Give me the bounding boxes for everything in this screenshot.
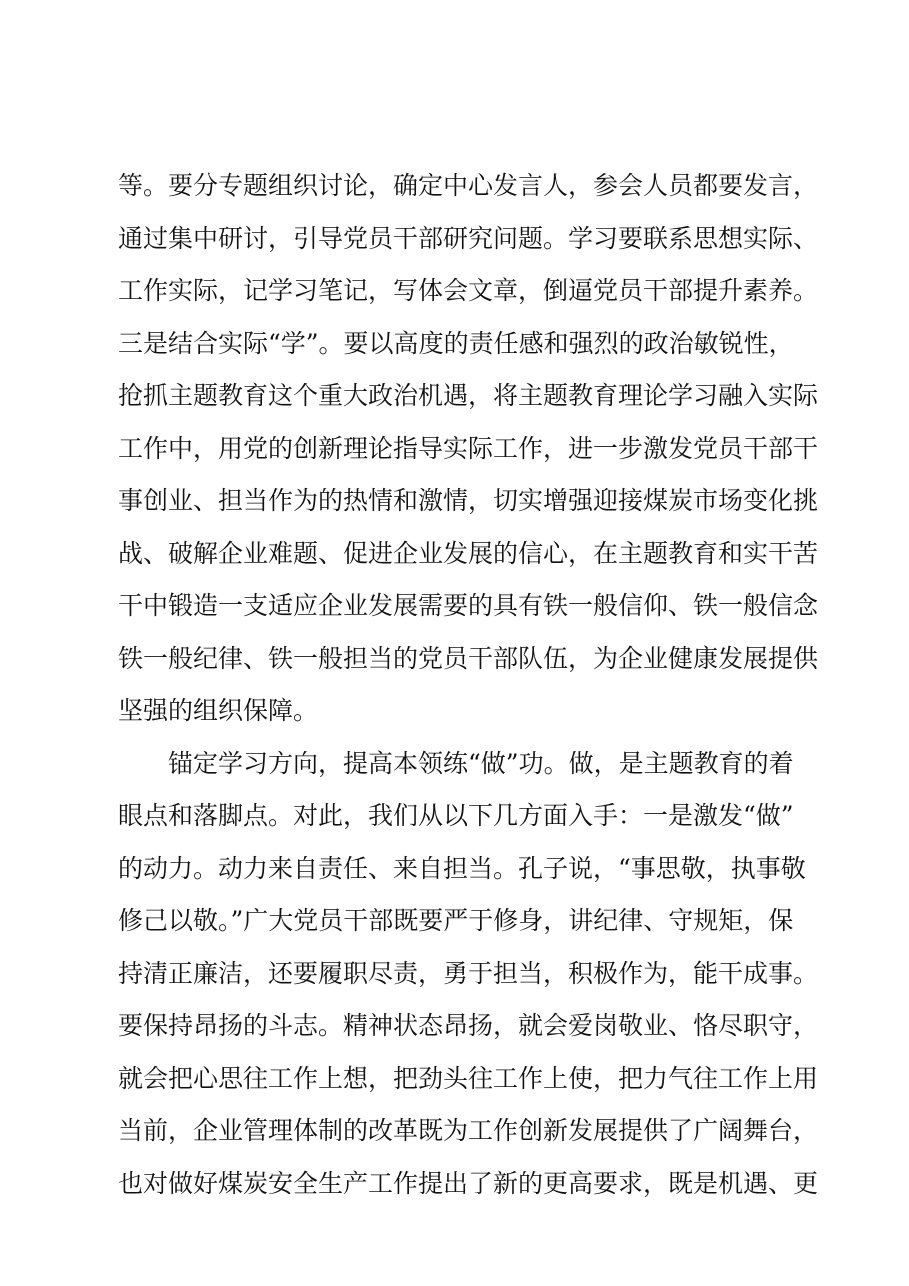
text-line: 当前，企业管理体制的改革既为工作创新发展提供了广阔舞台， [118, 1116, 819, 1145]
text-line: 战、破解企业难题、促进企业发展的信心，在主题教育和实干苦 [118, 538, 819, 568]
paragraph-start-line: 锚定学习方向，提高本领练“做”功。做，是主题教育的着 [168, 748, 794, 778]
text-line: 的动力。动力来自责任、来自担当。孔子说，“事思敬，执事敬 [118, 853, 806, 883]
text-line: 持清正廉洁，还要履职尽责，勇于担当，积极作为，能干成事。 [118, 958, 819, 988]
text-line: 要保持昂扬的斗志。精神状态昂扬，就会爱岗敬业、恪尽职守， [118, 1011, 819, 1040]
text-line: 修己以敬。”广大党员干部既要严于修身，讲纪律、守规矩，保 [118, 906, 794, 935]
text-line: 工作实际，记学习笔记，写体会文章，倒逼党员干部提升素养。 [118, 276, 819, 305]
text-line: 坚强的组织保障。 [118, 696, 319, 725]
text-line: 等。要分专题组织讨论，确定中心发言人，参会人员都要发言， [118, 171, 819, 200]
text-line: 铁一般纪律、铁一般担当的党员干部队伍，为企业健康发展提供 [118, 643, 819, 673]
text-line: 就会把心思往工作上想，把劲头往工作上使，把力气往工作上用 [118, 1063, 819, 1093]
text-line: 事创业、担当作为的热情和激情，切实增强迎接煤炭市场变化挑 [118, 486, 819, 515]
text-line: 三是结合实际“学”。要以高度的责任感和强烈的政治敏锐性， [118, 328, 794, 358]
body-text [118, 160, 819, 1210]
text-line: 也对做好煤炭安全生产工作提出了新的更高要求，既是机遇、更 [118, 1168, 819, 1198]
text-line: 眼点和落脚点。对此，我们从以下几方面入手：一是激发“做” [118, 801, 794, 830]
text-line: 工作中，用党的创新理论指导实际工作，进一步激发党员干部干 [118, 433, 819, 463]
text-line: 干中锻造一支适应企业发展需要的具有铁一般信仰、铁一般信念 [118, 591, 819, 620]
text-line: 通过集中研讨，引导党员干部研究问题。学习要联系思想实际、 [118, 223, 819, 253]
text-line: 抢抓主题教育这个重大政治机遇，将主题教育理论学习融入实际 [118, 381, 819, 410]
